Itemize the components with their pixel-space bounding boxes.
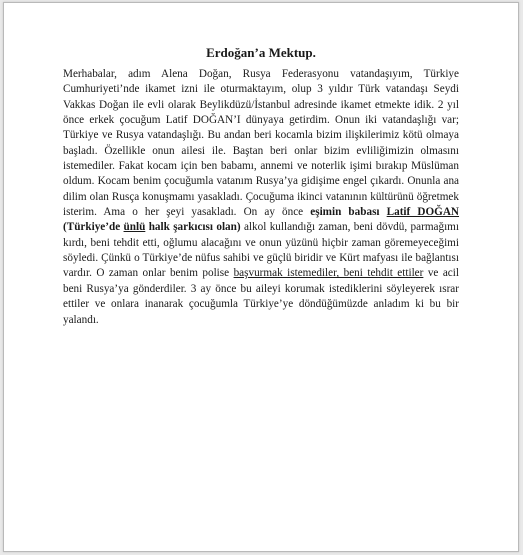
body-text-bold-father: eşimin babası <box>310 206 387 219</box>
body-text-name-underlined: Latif DOĞAN <box>386 206 460 219</box>
body-text-ending: ve acil beni Rusya’ya gönderdiler. 3 ay önce bu aileyi korumak istediklerini söyleyerek ısrar ettiler ve onlara inanarak çocuğumla Türkiye’ye döndüğümüzde anladım ki bu bir yalandı. <box>63 267 459 326</box>
letter-body <box>63 67 459 328</box>
document-page <box>3 2 519 552</box>
letter-title: Erdoğan’a Mektup. <box>206 45 316 60</box>
body-text-famous-underlined: ünlü <box>123 221 146 234</box>
body-text-intro: Merhabalar, adım Alena Doğan, Rusya Federasyonu vatandaşıyım, Türkiye Cumhuriyeti’nde ikamet izni ile oturmaktayım, olup 3 yıldır Türk vatandaşı Seydi Vakkas Doğan ile evli olarak Beylikdüzü/İstanbul adresinde ikamet etmekte idik. 2 yıl önce erkek çocuğum Latif DOĞAN’I dünyaya getirdim. Onun iki vatandaşlığı var; Türkiye ve Rusya vatandaşlığı. Bu andan beri kocamla bizim ilişkilerimiz kötü olmaya başladı. Özellikle onun ailesi ile. Baştan beri onlar bizim evliliğimizin olmasını istemediler. Fakat kocam için ben babamı, annemi ve noterlik işimi bırakıp Müslüman oldum. Kocam benim çocuğumla vatanım Rusya’ya gidişime engel çıkardı. Onunla ana dilim olan Rusça konuşmamı yasakladı. Çocuğuma ikinci vatanının kültürünü öğretmek isterim. Ama o her şeyi yasakladı. On ay önce <box>63 68 459 219</box>
body-text-bold-paren-close: halk şarkıcısı olan) <box>145 221 241 234</box>
body-text-middle: alkol kullandığı zaman, beni dövdü, parmağımı kırdı, beni tehdit etti, oğlumu alacağını ve onun yüzünü hiçbir zaman göremeyeceğimi söyledi. Çünkü o Türkiye’de nüfus sahibi ve güçlü biridir ve Kürt mafyası ile bağlantısı vardır. O zaman onlar benim polise <box>63 221 459 280</box>
letter-content <box>63 45 459 328</box>
body-text-bold-paren-open: (Türkiye’de <box>63 221 124 234</box>
body-text-underlined-threat: başvurmak istemediler, beni tehdit ettiler <box>233 267 424 280</box>
